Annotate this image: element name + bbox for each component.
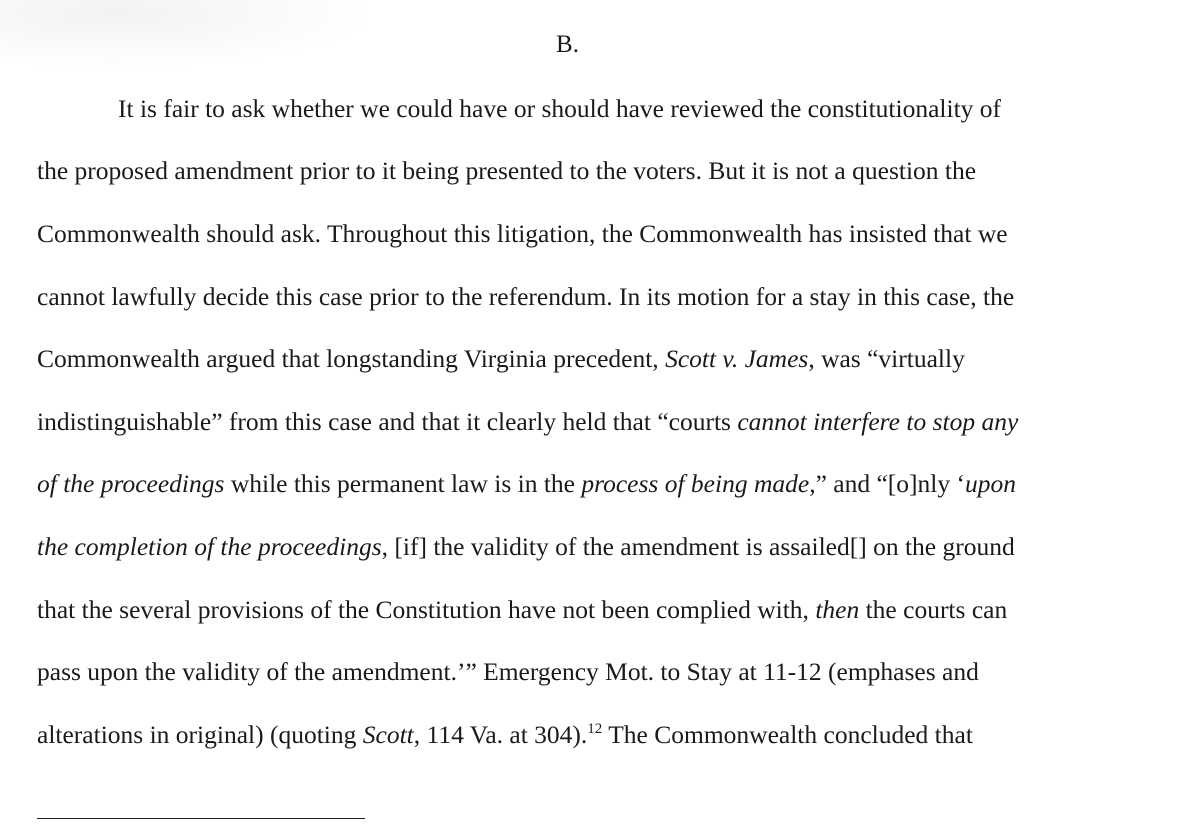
- text-line-1: It is fair to ask whether we could have or should have reviewed the constitutionality of: [118, 94, 1002, 123]
- text-line-7: of the proceedings while this permanent law is in the process of being made,” and “[o]nly ‘upon: [37, 469, 1016, 498]
- case-name-italic: Scott v. James: [665, 344, 809, 373]
- footnote-marker[interactable]: 12: [587, 721, 603, 737]
- case-name-italic: Scott: [362, 720, 414, 749]
- footnote-separator: [37, 818, 365, 819]
- emphasis-italic: the completion of the proceedings: [37, 532, 382, 561]
- section-heading: B.: [556, 31, 579, 58]
- text-line-2: the proposed amendment prior to it being presented to the voters. But it is not a question the: [37, 156, 977, 185]
- emphasis-italic: of the proceedings: [37, 469, 225, 498]
- emphasis-italic: process of being made: [581, 469, 810, 498]
- text-line-9: that the several provisions of the Constitution have not been complied with, then the courts can: [37, 595, 1008, 624]
- text-line-6: indistinguishable” from this case and that it clearly held that “courts cannot interfere to stop any: [37, 407, 1019, 436]
- emphasis-italic: upon: [964, 469, 1016, 498]
- emphasis-italic: then: [815, 595, 860, 624]
- text-line-4: cannot lawfully decide this case prior to the referendum. In its motion for a stay in this case, the: [37, 282, 1015, 311]
- text-line-11: alterations in original) (quoting Scott, 114 Va. at 304).$^{12}$ The Commonwealth concluded that: [37, 720, 973, 749]
- text-line-8: the completion of the proceedings, [if] the validity of the amendment is assailed[] on the ground: [37, 532, 1015, 561]
- text-line-3: Commonwealth should ask. Throughout this litigation, the Commonwealth has insisted that we: [37, 219, 1008, 248]
- text-line-5: Commonwealth argued that longstanding Virginia precedent, Scott v. James, was “virtually: [37, 344, 965, 373]
- text-line-10: pass upon the validity of the amendment.’” Emergency Mot. to Stay at 11-12 (emphases and: [37, 657, 979, 686]
- emphasis-italic: cannot interfere to stop any: [737, 407, 1019, 436]
